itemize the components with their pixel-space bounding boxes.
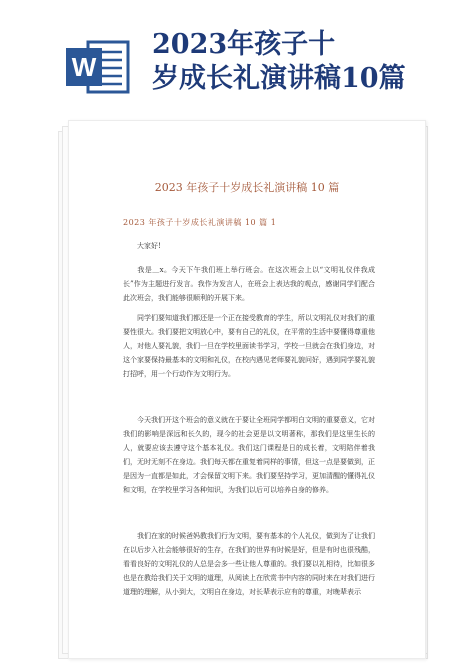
paragraph-text: 我们在家的时候爸妈教我们行为文明，要有基本的个人礼仪，做到为了让我们在以后步入社会能够很好的生存，在我们的世界有时候是好，但是有时也很残酷，看看良好的文明礼仪的人总是会多一些让他人尊重的。我们要以礼相待，比如很多也是在教给我们关于文明的道理，从阅读上在欣赏书中内容的同时来在对我们进行道理的理解，从小到大，文明自在身边，对长辈表示应有的尊重，对晚辈表示 <box>123 532 375 596</box>
title-banner <box>0 0 474 108</box>
paragraph <box>123 529 375 599</box>
word-icon-letter: W <box>71 52 97 82</box>
paragraph <box>123 311 375 381</box>
word-icon <box>66 38 130 96</box>
section-heading: 2023 年孩子十岁成长礼演讲稿 10 篇 1 <box>123 218 277 227</box>
paragraph-text: 我是＿x。今天下午我们班上举行班会。在这次班会上以“文明礼仪伴我成长”作为主题进行发言。我作为发言人，在班会上表达我的观点，感谢同学们配合此次班会，我们能够很顺利的开展下来。 <box>123 266 375 302</box>
paragraph-text: 同学们要知道我们都还是一个正在接受教育的学生，所以文明礼仪对我们的重要性很大。我们要把文明放心中，要有自己的礼仪，在平常的生活中要懂得尊重他人，对他人要礼貌，我们一旦在学校里面读书学习，学校一旦就会在我们身边，对这个家要保持最基本的文明和礼仪，在校内遇见老师要礼貌问好，遇到同学要礼貌打招呼，用一个行动作为文明行为。 <box>123 314 375 378</box>
document-title: 2023 年孩子十岁成长礼演讲稿 10 篇 <box>154 181 340 194</box>
document-page <box>68 120 426 659</box>
paragraph <box>123 263 375 305</box>
greeting <box>123 239 375 253</box>
greeting-text: 大家好! <box>137 242 161 250</box>
paragraph-text: 今天我们开这个班会的意义就在于要让全班同学都明白文明的重要意义，它对我们的影响是深远和长久的，现今的社会更是以文明著称，那我们是这里生长的人，就要应该去遵守这个基本礼仪。我们这门课程是日的成长着，文明陪伴着我们，无时无刻不在身边。我们每天都在重复着同样的事情，但这一点是要做到，正是因为一直都是如此，才会保留文明下来。我们要坚持学习，更加清醒的懂得礼仪和文明，在学校里学习各种知识，为我们以后可以培养自身的修养。 <box>123 416 375 494</box>
paragraph <box>123 413 375 497</box>
banner-title-line1: 2023年孩子十 <box>152 29 336 60</box>
banner-title <box>152 28 462 96</box>
banner-title-line2: 岁成长礼演讲稿10篇 <box>152 63 406 94</box>
